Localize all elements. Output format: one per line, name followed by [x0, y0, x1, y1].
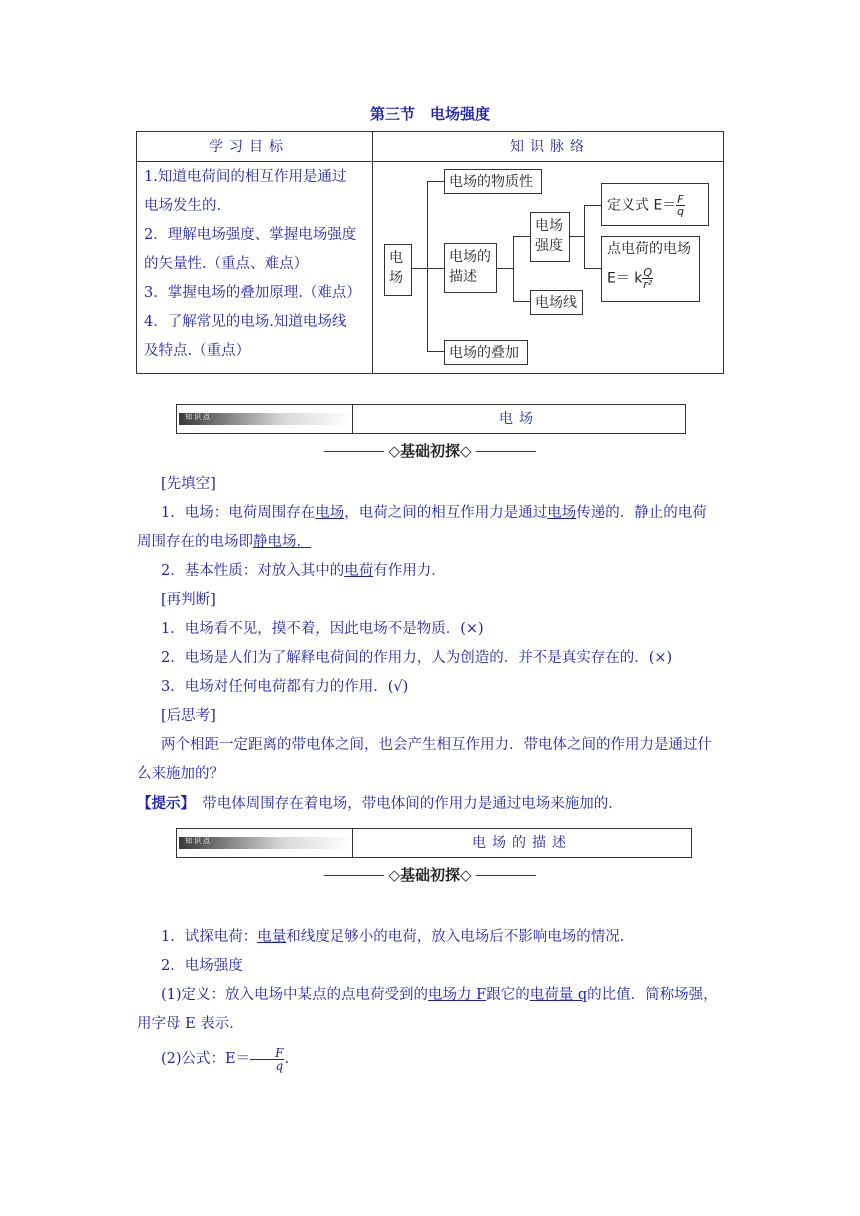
connector: [513, 236, 530, 237]
paragraph: 1．电场：电荷周围存在电场，电荷之间的相互作用力是通过电场传递的．静止的电荷: [161, 505, 707, 521]
knowledge-point-tag: 知识点: [179, 409, 353, 429]
connector: [584, 205, 585, 268]
table-header: [137, 132, 723, 162]
paragraph: 用字母 E 表示．: [137, 1016, 244, 1032]
connector: [427, 181, 428, 351]
point-charge-formula: E＝ k: [607, 270, 643, 287]
connector: [584, 268, 601, 269]
basic-heading: ◇基础初探◇: [0, 440, 860, 461]
judgement-item: 3．电场对任何电荷都有力的作用．(√): [161, 679, 409, 695]
section-label: 电场的描述: [472, 835, 572, 851]
connector: [513, 236, 514, 302]
paragraph: 2．基本性质：对放入其中的电荷有作用力．: [161, 563, 446, 579]
judge-label: [再判断]: [161, 592, 216, 608]
fill-blank-label: [先填空]: [161, 476, 216, 492]
formula-line: (2)公式：E＝ $\frac{F}{q}$ .: [161, 1045, 290, 1073]
node-point-charge: [601, 236, 700, 302]
page-title: 第三节 电场强度: [369, 105, 490, 123]
objective-line: 的矢量性.（重点、难点）: [144, 256, 309, 272]
connector: [513, 301, 530, 302]
connector: [584, 205, 601, 206]
node-definition: [601, 183, 709, 226]
section2-body: [137, 923, 737, 1074]
node-strength: 电场强度: [530, 212, 570, 262]
node-root: 电场: [384, 244, 412, 296]
connector: [427, 351, 444, 352]
connector: [427, 181, 444, 182]
objective-line: 1.知道电荷间的相互作用是通过: [144, 169, 347, 185]
section1-body: [137, 470, 737, 819]
connector: [496, 268, 513, 269]
judgement-item: 2．电场是人们为了解释电荷间的作用力，人为创造的．并不是真实存在的．(×): [161, 650, 673, 666]
objectives-list: [144, 163, 369, 366]
section-header-field: [176, 404, 686, 434]
objective-line: 电场发生的.: [144, 198, 222, 214]
section-header-description: [176, 828, 692, 858]
basic-heading: ◇基础初探◇: [0, 864, 860, 885]
node-describe: 电场的描述: [444, 243, 497, 293]
section-label: 电场: [499, 411, 539, 427]
objective-line: 4．了解常见的电场.知道电场线: [144, 314, 347, 330]
question: 么来施加的？: [137, 766, 224, 782]
node-lines: 电场线: [530, 290, 583, 315]
question: 两个相距一定距离的带电体之间，也会产生相互作用力．带电体之间的作用力是通过什: [161, 737, 712, 753]
paragraph: 1．试探电荷：电量和线度足够小的电荷，放入电场后不影响电场的情况．: [161, 929, 635, 945]
think-label: [后思考]: [161, 708, 216, 724]
hint-label: 【提示】: [137, 795, 188, 812]
col-header-objectives: 学习目标: [209, 139, 289, 155]
hint: 【提示】 带电体周围存在着电场，带电体间的作用力是通过电场来施加的．: [137, 795, 623, 812]
objective-line: 3．掌握电场的叠加原理.（难点）: [144, 285, 361, 301]
knowledge-point-tag: 知识点: [179, 833, 353, 853]
objective-line: 及特点.（重点）: [144, 343, 251, 359]
col-header-knowledge: 知识脉络: [510, 139, 590, 155]
fraction: $\frac{F}{q}$: [676, 193, 684, 218]
paragraph: 周围存在的电场即静电场．: [137, 534, 311, 550]
judgement-item: 1．电场看不见，摸不着，因此电场不是物质．(×): [161, 621, 484, 637]
connector: [569, 236, 584, 237]
fraction: $\frac{Q}{\text{r²}}$: [643, 266, 653, 291]
table-divider: [372, 132, 373, 373]
fraction: $\frac{F}{q}$: [250, 1047, 284, 1072]
objective-line: 2．理解电场强度、掌握电场强度: [144, 227, 357, 243]
paragraph: (1)定义：放入电场中某点的点电荷受到的电场力 F跟它的电荷量 q的比值．简称场强，: [161, 987, 718, 1003]
paragraph: 2．电场强度: [161, 958, 243, 974]
node-material: 电场的物质性: [444, 169, 542, 194]
connector: [427, 268, 444, 269]
point-charge-title: 点电荷的电场: [607, 241, 691, 257]
connector: [411, 268, 427, 269]
definition-formula: 定义式 E＝: [607, 197, 677, 214]
node-superposition: 电场的叠加: [444, 340, 528, 365]
